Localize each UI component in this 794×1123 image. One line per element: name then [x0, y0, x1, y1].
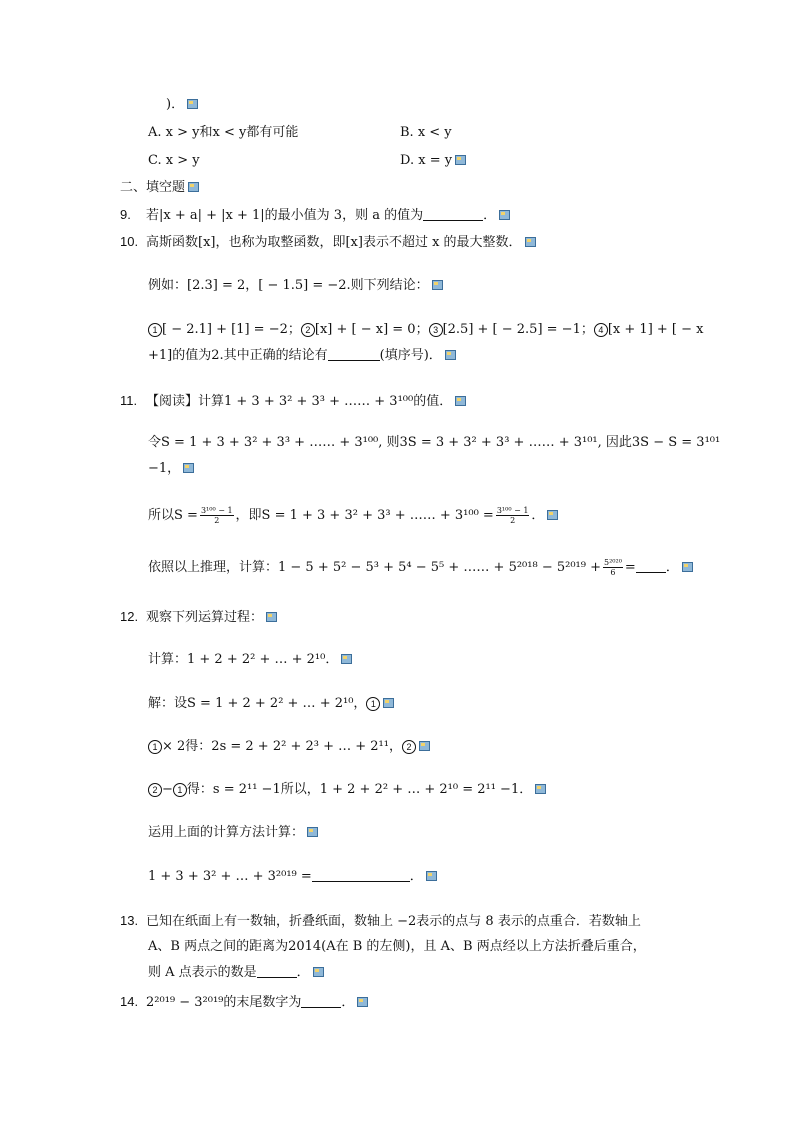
- fraction: $\frac{\text{3¹⁰⁰ − 1}}{2}$: [200, 506, 233, 525]
- q11-result: 所以S = $\frac{\text{3¹⁰⁰ − 1}}{2}$ ，即S = 1 + 3 + 3² + 3³ + …… + 3¹⁰⁰ = $\frac{\text{3¹⁰⁰ − 1}}{2}$ ．: [148, 506, 558, 526]
- q11-task: 依照以上推理，计算：1 − 5 + 5² − 5³ + 5⁴ − 5⁵ + …… + 5²⁰¹⁸ − 5²⁰¹⁹ + $\frac{\text{5²⁰²⁰}}{6}$ = ．: [148, 558, 693, 578]
- q8-option-d: D. x = y: [400, 151, 466, 171]
- marker-icon: [419, 741, 430, 751]
- answer-blank: [636, 560, 666, 573]
- q10-example: 例如：[2.3] = 2，[ − 1.5] = −2.则下列结论：: [148, 276, 443, 296]
- question-9: 9. 若|x + a| + |x + 1|的最小值为 3，则 a 的值为 ．: [120, 205, 510, 226]
- q10-statements: 1 [ − 2.1] + [1] = −2； 2 [x] + [ − x] = 0； 3 [2.5] + [ − 2.5] = −1； 4 [x + 1] + [ − x: [148, 320, 703, 340]
- q12-step-3: 2 − 1 得：s = 2¹¹ −1所以，1 + 2 + 2² + … + 2¹⁰ = 2¹¹ −1．: [148, 780, 546, 800]
- marker-icon: [455, 396, 466, 406]
- q13-line-2: A、B 两点之间的距离为2014(A在 B 的左侧)，且 A、B 两点经以上方法折叠后重合，: [148, 939, 646, 954]
- answer-blank: [301, 995, 341, 1008]
- marker-icon: [307, 827, 318, 837]
- circled-number: 1: [148, 323, 162, 337]
- marker-icon: [266, 612, 277, 622]
- question-11: 11. 【阅读】计算1 + 3 + 3² + 3³ + …… + 3¹⁰⁰的值．: [120, 391, 466, 412]
- circled-number: 1: [366, 697, 380, 711]
- answer-blank: [328, 348, 380, 361]
- q13-line-3: 则 A 点表示的数是 ．: [148, 963, 324, 983]
- q11-derivation: 令S = 1 + 3 + 3² + 3³ + …… + 3¹⁰⁰, 则3S = 3 + 3² + 3³ + …… + 3¹⁰¹, 因此3S − S = 3¹⁰¹: [148, 435, 721, 450]
- marker-icon: [445, 350, 456, 360]
- marker-icon: [183, 463, 194, 473]
- circled-number: 1: [148, 740, 162, 754]
- marker-icon: [432, 280, 443, 290]
- marker-icon: [313, 967, 324, 977]
- fraction: $\frac{\text{5²⁰²⁰}}{6}$: [604, 558, 622, 577]
- q8-option-c: C. x > y: [148, 153, 200, 168]
- marker-icon: [547, 510, 558, 520]
- circled-number: 4: [594, 323, 608, 337]
- marker-icon: [535, 784, 546, 794]
- marker-icon: [455, 155, 466, 165]
- marker-icon: [357, 997, 368, 1007]
- circled-number: 2: [301, 323, 315, 337]
- q8-option-b: B. x < y: [400, 125, 452, 140]
- marker-icon: [499, 210, 510, 220]
- question-13: 13. 已知在纸面上有一数轴，折叠纸面，数轴上 −2表示的点与 8 表示的点重合．若数轴上: [120, 913, 641, 929]
- marker-icon: [426, 871, 437, 881]
- q12-step-1: 解：设S = 1 + 2 + 2² + … + 2¹⁰， 1: [148, 694, 394, 714]
- answer-blank: [423, 208, 483, 221]
- circled-number: 1: [173, 783, 187, 797]
- marker-icon: [525, 237, 536, 247]
- answer-blank: [312, 869, 410, 882]
- q12-compute: 计算：1 + 2 + 2² + … + 2¹⁰．: [148, 650, 352, 670]
- marker-icon: [341, 654, 352, 664]
- question-14: 14. 2²⁰¹⁹ − 3²⁰¹⁹的末尾数字为 ．: [120, 992, 368, 1013]
- q12-instruction: 运用上面的计算方法计算：: [148, 823, 318, 843]
- fraction: $\frac{\text{3¹⁰⁰ − 1}}{2}$: [496, 506, 529, 525]
- q12-step-2: 1 × 2得：2s = 2 + 2² + 2³ + … + 2¹¹， 2: [148, 737, 430, 757]
- question-12: 12. 观察下列运算过程：: [120, 607, 277, 628]
- marker-icon: [187, 99, 198, 109]
- q8-tail: )．: [166, 95, 198, 115]
- q10-prompt: +1]的值为2.其中正确的结论有 (填序号)．: [148, 346, 456, 366]
- marker-icon: [188, 182, 199, 192]
- circled-number: 2: [148, 783, 162, 797]
- marker-icon: [682, 562, 693, 572]
- section-title: 二、填空题: [120, 177, 199, 197]
- q12-task: 1 + 3 + 3² + … + 3²⁰¹⁹ = ．: [148, 867, 437, 887]
- marker-icon: [383, 698, 394, 708]
- circled-number: 3: [429, 323, 443, 337]
- q8-option-a: A. x > y和x < y都有可能: [148, 125, 299, 140]
- q11-derivation-cont: −1，: [148, 459, 194, 479]
- answer-blank: [257, 965, 297, 978]
- circled-number: 2: [402, 740, 416, 754]
- question-10: 10. 高斯函数[x]，也称为取整函数，即[x]表示不超过 x 的最大整数．: [120, 232, 536, 253]
